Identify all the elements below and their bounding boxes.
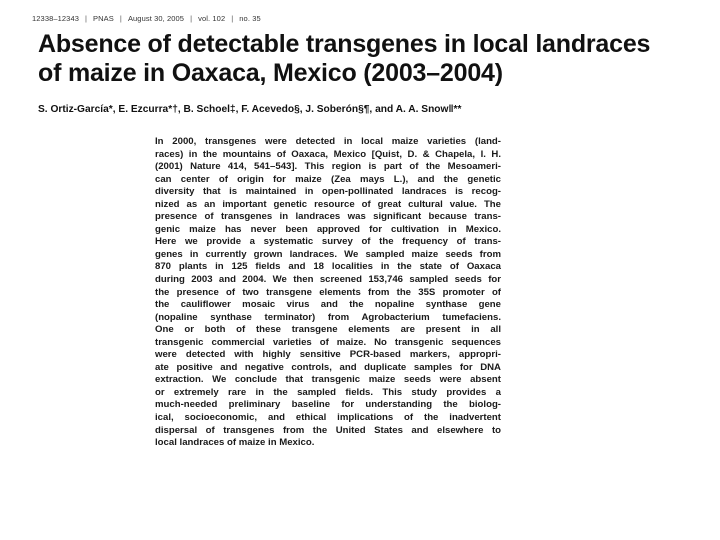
running-head	[32, 14, 261, 23]
abstract-line: ical, socioeconomic, and ethical implications of the inadvertent	[155, 412, 501, 424]
abstract	[155, 136, 501, 450]
abstract-line: races) in the mountains of Oaxaca, Mexico [Quist, D. & Chapela, I. H.	[155, 148, 501, 160]
abstract-line: local landraces of maize in Mexico.	[155, 437, 315, 449]
abstract-line: (nopaline synthase terminator) from Agrobacterium tumefaciens.	[155, 311, 501, 323]
separator: |	[231, 14, 234, 23]
abstract-line: during 2003 and 2004. We then screened 153,746 sampled seeds for	[155, 274, 501, 286]
paper-title	[38, 30, 708, 88]
abstract-line: genic maize has never been approved for cultivation in Mexico.	[155, 223, 501, 235]
abstract-line: dispersal of transgenes from the United States and elsewhere to	[155, 424, 501, 436]
abstract-line: were detected with highly sensitive PCR-based markers, appropri-	[155, 349, 501, 361]
abstract-line: presence of transgenes in landraces was significant because trans-	[155, 211, 501, 223]
journal-name: PNAS	[93, 14, 114, 23]
separator: |	[190, 14, 193, 23]
abstract-line: 870 plants in 125 fields and 18 localities in the state of Oaxaca	[155, 261, 501, 273]
abstract-line: In 2000, transgenes were detected in local maize varieties (land-	[155, 136, 501, 147]
abstract-line: or extremely rare in the sampled fields. This study provides a	[155, 386, 501, 398]
separator: |	[84, 14, 88, 23]
abstract-line: (2001) Nature 414, 541–543]. This region is part of the Mesoameri-	[155, 161, 501, 173]
volume: vol. 102	[198, 14, 226, 23]
issue-date: August 30, 2005	[127, 14, 185, 23]
issue-number: no. 35	[239, 14, 261, 23]
abstract-line: can center of origin for maize (Zea mays L.), and the genetic	[155, 173, 501, 185]
abstract-line: ate positive and negative controls, and duplicate samples for DNA	[155, 361, 501, 373]
abstract-line: transgenic commercial varieties of maize. No transgenic sequences	[155, 336, 501, 348]
title-line: of maize in Oaxaca, Mexico (2003–2004)	[38, 59, 503, 87]
abstract-line: One or both of these transgene elements are present in all	[155, 324, 501, 336]
abstract-line: nized as an important genetic resource of great cultural value. The	[155, 198, 501, 210]
abstract-line: diversity that is maintained in open-pollinated landraces is recog-	[155, 186, 501, 198]
abstract-line: Here we provide a systematic survey of the frequency of trans-	[155, 236, 501, 248]
title-line: Absence of detectable transgenes in local landraces	[38, 30, 651, 58]
abstract-line: the presence of two transgene elements from the 35S promoter of	[155, 286, 501, 298]
abstract-line: the cauliflower mosaic virus and the nopaline synthase gene	[155, 299, 501, 311]
page-range: 12338–12343	[32, 14, 79, 23]
abstract-line: extraction. We conclude that transgenic maize seeds were absent	[155, 374, 501, 386]
author-list: S. Ortiz-García*, E. Ezcurra*†, B. Schoel‡, F. Acevedo§, J. Soberón§¶, and A. A. Snow‖**	[38, 104, 462, 115]
abstract-line: genes in currently grown landraces. We sampled maize seeds from	[155, 248, 501, 260]
separator: |	[119, 14, 122, 23]
abstract-line: much-needed preliminary baseline for understanding the biolog-	[155, 399, 501, 411]
